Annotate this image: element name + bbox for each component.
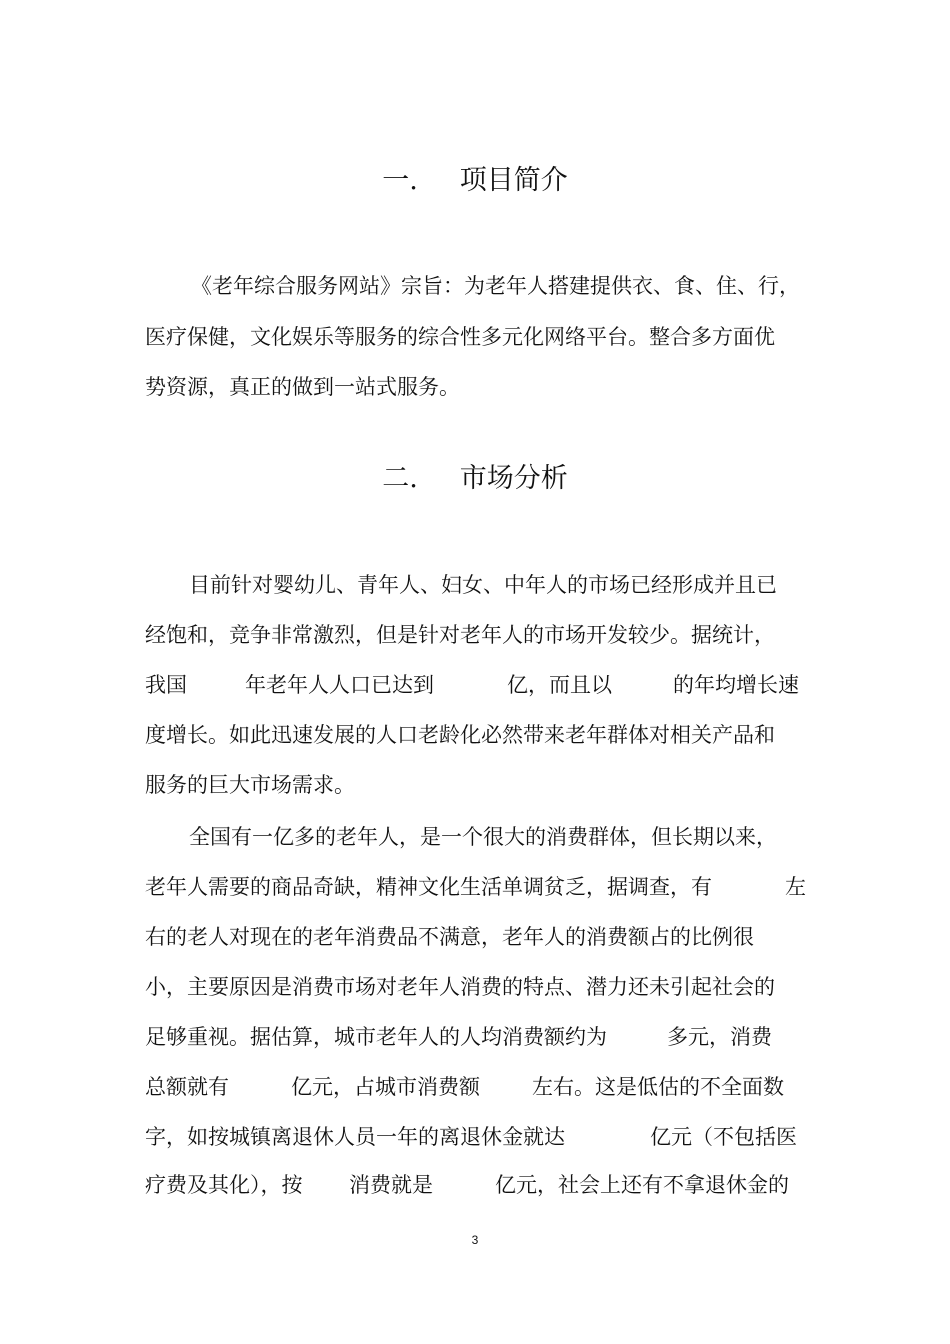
text-segment: 亿，而且以 (507, 673, 612, 697)
section-heading-1 (0, 164, 950, 198)
paragraph-line (145, 1122, 815, 1152)
paragraph-line (145, 872, 815, 902)
paragraph-line: 势资源，真正的做到一站式服务。 (145, 375, 460, 399)
text-segment: 老年人需要的商品奇缺，精神文化生活单调贫乏，据调查，有 (145, 875, 712, 899)
text-segment: 亿元，社会上还有不拿退休金的 (495, 1173, 789, 1197)
paragraph-line: 小，主要原因是消费市场对老年人消费的特点、潜力还未引起社会的 (145, 975, 775, 999)
text-segment: 年老年人人口已达到 (245, 673, 434, 697)
text-segment: 左右。这是低估的不全面数 (532, 1075, 784, 1099)
text-segment: 左 (785, 875, 806, 899)
text-segment: 我国 (145, 673, 187, 697)
section-title-1: 项目简介 (459, 165, 568, 196)
text-segment: 的年均增长速 (673, 673, 799, 697)
paragraph-line: 目前针对婴幼儿、青年人、妇女、中年人的市场已经形成并且已 (189, 573, 777, 597)
text-segment: 亿元（不包括医 (650, 1125, 797, 1149)
text-segment: 消费就是 (349, 1173, 433, 1197)
paragraph-line: 全国有一亿多的老年人，是一个很大的消费群体，但长期以来， (189, 825, 777, 849)
paragraph-line (145, 1022, 815, 1052)
text-segment: 足够重视。据估算，城市老年人的人均消费额约为 (145, 1025, 607, 1049)
text-segment: 字，如按城镇离退休人员一年的离退休金就达 (145, 1125, 565, 1149)
paragraph-line: 度增长。如此迅速发展的人口老龄化必然带来老年群体对相关产品和 (145, 723, 775, 747)
section-number-1: 一. (382, 165, 418, 196)
text-segment: 亿元，占城市消费额 (291, 1075, 480, 1099)
paragraph-line (145, 670, 815, 700)
section-number-2: 二. (382, 463, 418, 494)
paragraph-line (145, 1072, 815, 1102)
section-title-2: 市场分析 (459, 463, 568, 494)
section-heading-2 (0, 462, 950, 496)
paragraph-line: 右的老人对现在的老年消费品不满意，老年人的消费额占的比例很 (145, 925, 754, 949)
text-segment: 总额就有 (145, 1075, 229, 1099)
paragraph-line: 经饱和，竞争非常激烈，但是针对老年人的市场开发较少。据统计， (145, 623, 775, 647)
text-segment: 疗费及其化），按 (145, 1173, 303, 1197)
paragraph-line: 服务的巨大市场需求。 (145, 773, 355, 797)
text-segment: 多元，消费 (667, 1025, 772, 1049)
paragraph-line: 《老年综合服务网站》宗旨：为老年人搭建提供衣、食、住、行， (191, 274, 800, 298)
paragraph-line (145, 1170, 815, 1200)
page-number: 3 (471, 1233, 479, 1247)
paragraph-line: 医疗保健，文化娱乐等服务的综合性多元化网络平台。整合多方面优 (145, 325, 775, 349)
